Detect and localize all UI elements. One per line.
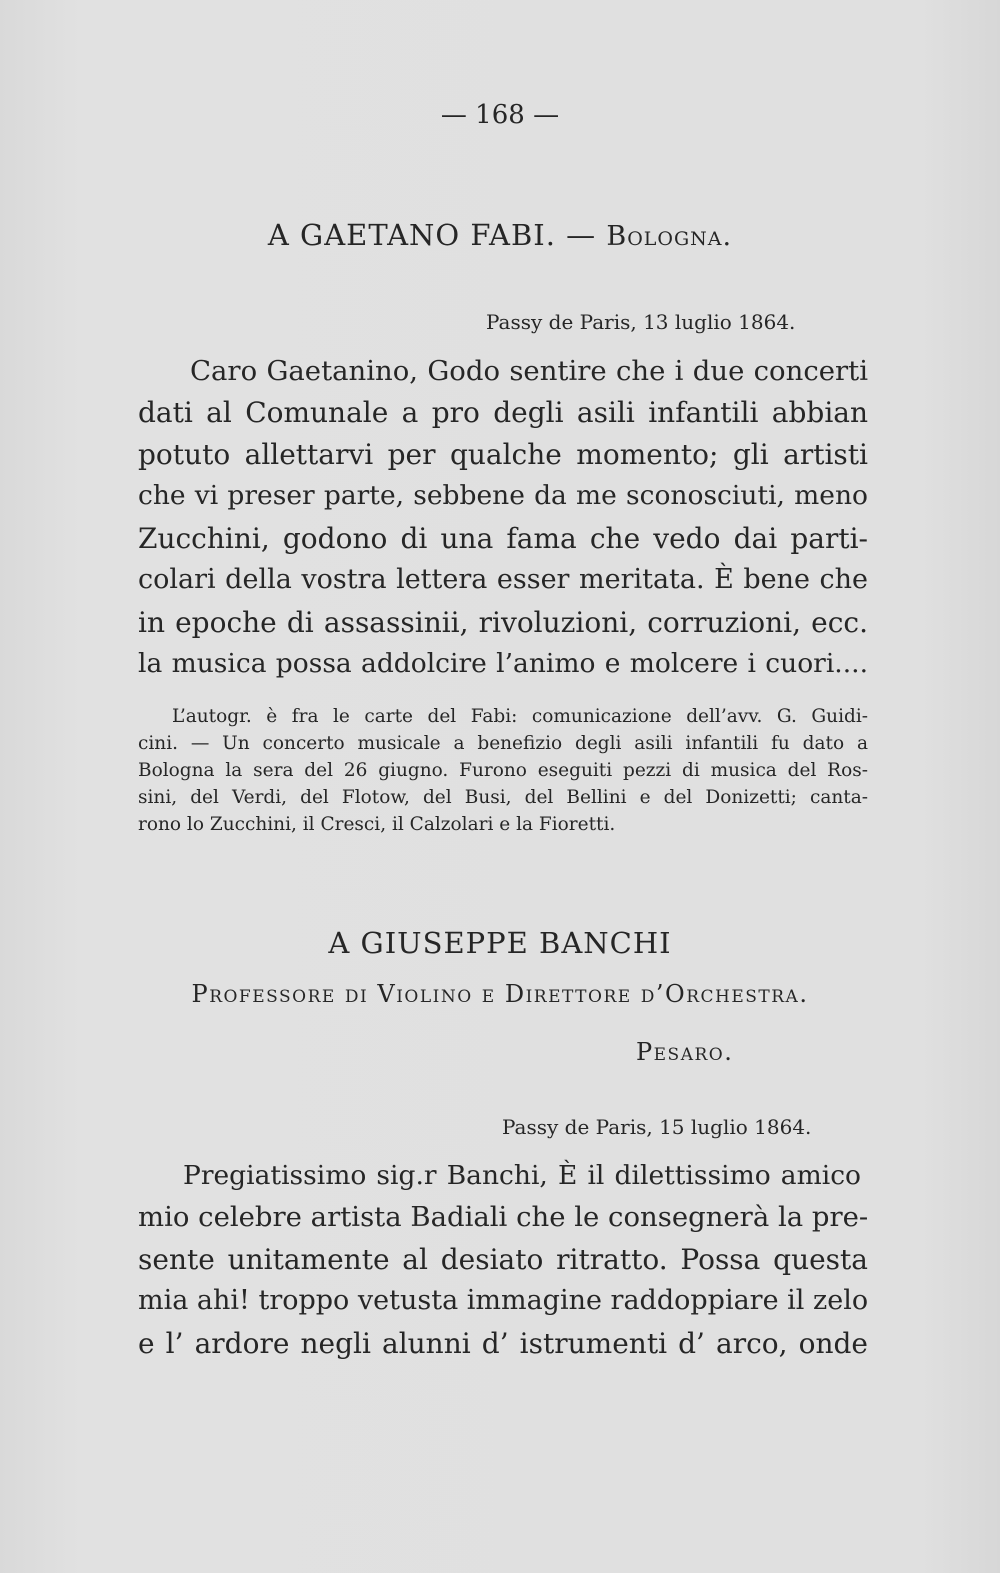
- letter1-note-line-1: L’autogr. è fra le carte del Fabi: comunicazione dell’avv. G. Guidi-: [172, 706, 868, 727]
- letter1-line-6: colari della vostra lettera esser meritata. È bene che: [138, 564, 868, 595]
- letter2-city: Pesaro.: [636, 1038, 734, 1066]
- letter1-dateline: Passy de Paris, 13 luglio 1864.: [486, 310, 796, 334]
- letter1-line-5: Zucchini, godono di una fama che vedo dai parti-: [138, 522, 868, 555]
- page-number: — 168 —: [440, 100, 560, 130]
- letter2-heading: A GIUSEPPE BANCHI: [328, 926, 672, 960]
- letter1-city: Bologna.: [606, 221, 733, 252]
- letter1-recipient: A GAETANO FABI. —: [267, 218, 607, 252]
- letter1-line-2: dati al Comunale a pro degli asili infantili abbian: [138, 396, 868, 429]
- letter2-line-4: mia ahi! troppo vetusta immagine raddoppiare il zelo: [138, 1285, 869, 1316]
- letter1-note-line-5: rono lo Zucchini, il Cresci, il Calzolari e la Fioretti.: [138, 814, 616, 835]
- letter1-note-line-3: Bologna la sera del 26 giugno. Furono eseguiti pezzi di musica del Ros-: [138, 760, 868, 781]
- letter1-note-line-2: cini. — Un concerto musicale a benefizio degli asili infantili fu dato a: [138, 733, 868, 754]
- letter1-note-line-4: sini, del Verdi, del Flotow, del Busi, del Bellini e del Donizetti; canta-: [138, 787, 868, 808]
- letter1-heading: [0, 218, 1000, 252]
- letter2-line-5: e l’ ardore negli alunni d’ istrumenti d’ arco, onde: [138, 1327, 868, 1360]
- letter2-line-2: mio celebre artista Badiali che le consegnerà la pre-: [138, 1201, 869, 1233]
- letter1-line-8: la musica possa addolcire l’animo e molcere i cuori....: [138, 648, 868, 679]
- letter1-line-3: potuto allettarvi per qualche momento; gli artisti: [138, 438, 868, 471]
- letter1-line-7: in epoche di assassinii, rivoluzioni, corruzioni, ecc.: [138, 606, 868, 639]
- letter2-subheading: Professore di Violino e Direttore d’Orchestra.: [191, 980, 809, 1008]
- letter2-line-1: Pregiatissimo sig.r Banchi, È il dilettissimo amico: [183, 1160, 861, 1191]
- letter1-line-4: che vi preser parte, sebbene da me sconosciuti, meno: [138, 480, 868, 511]
- letter1-line-1: Caro Gaetanino, Godo sentire che i due concerti: [190, 355, 868, 387]
- letter2-dateline: Passy de Paris, 15 luglio 1864.: [502, 1115, 812, 1139]
- letter2-line-3: sente unitamente al desiato ritratto. Possa questa: [138, 1243, 868, 1276]
